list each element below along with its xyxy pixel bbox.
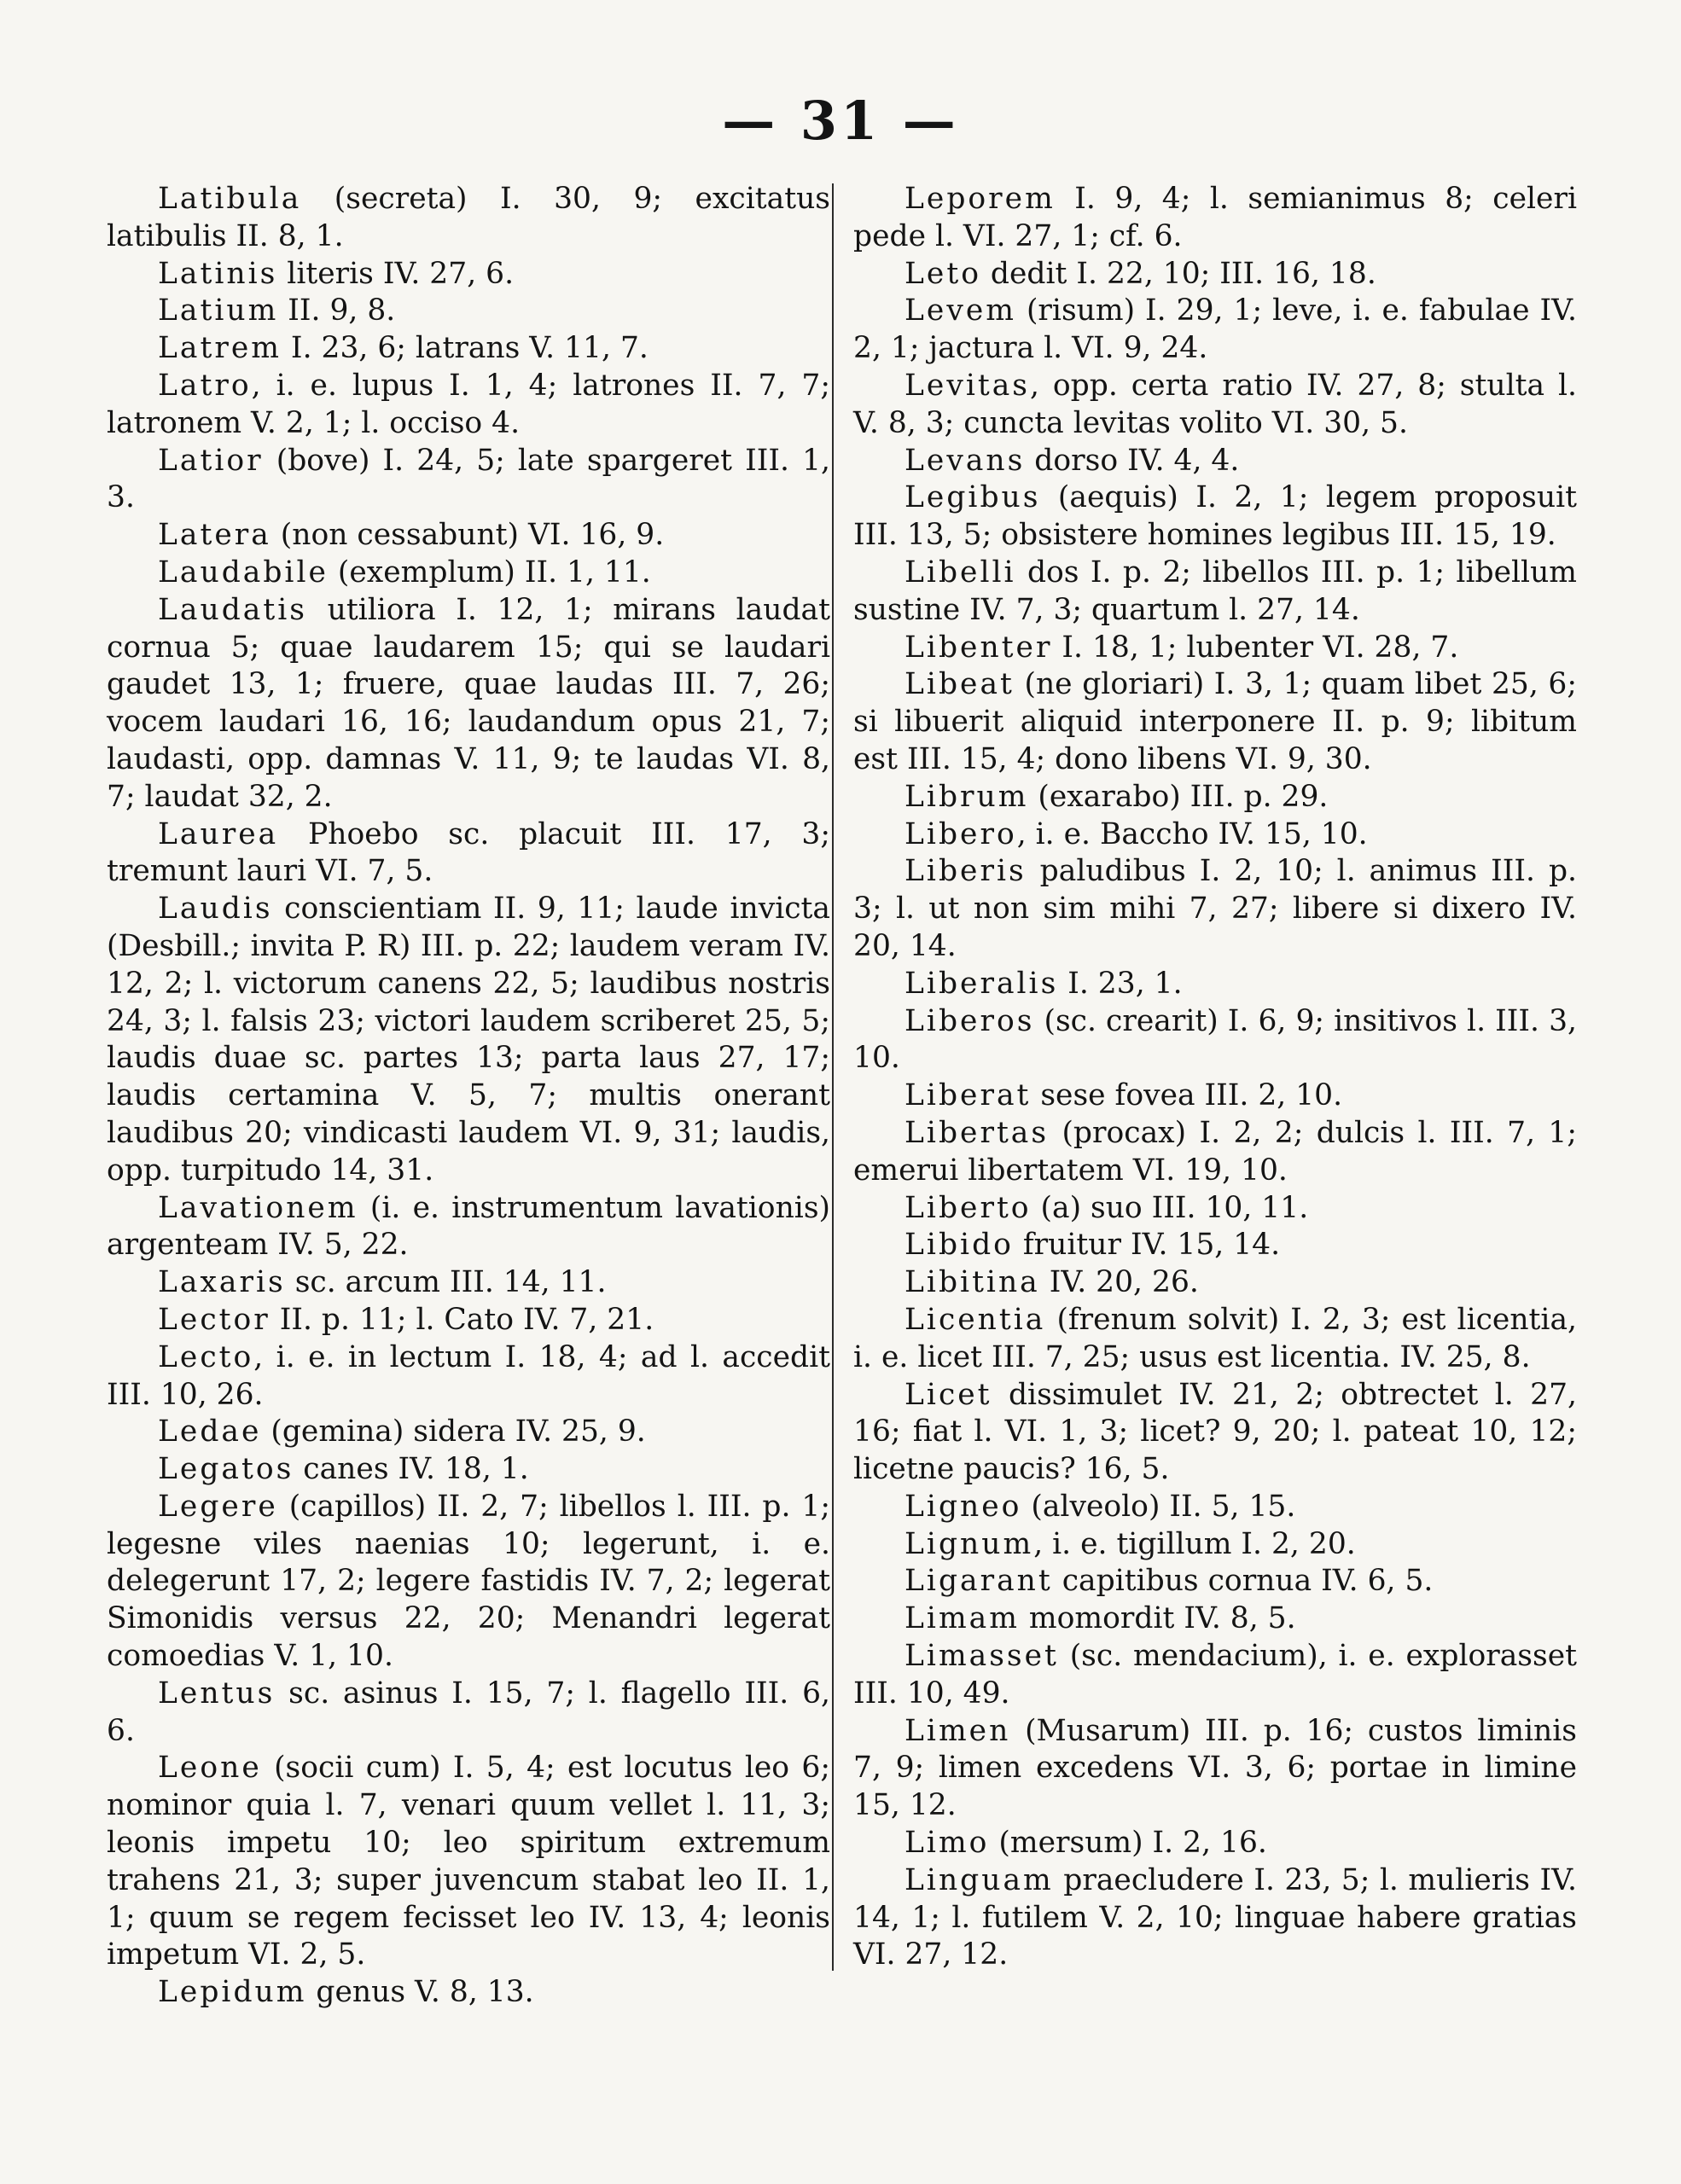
- entry-headword: Liberis: [904, 854, 1027, 889]
- entry-headword: Limo: [904, 1826, 990, 1861]
- entry-references: praecludere I. 23, 5; l. mulieris IV. 14, 1; l. futilem V. 2, 10; linguae habere gratias VI. 27, 12.: [853, 1862, 1577, 1972]
- entry-headword: Latibula: [158, 182, 302, 216]
- column-divider: [832, 183, 834, 1971]
- entry-references: Phoebo sc. placuit III. 17, 3; tremunt lauri VI. 7, 5.: [107, 816, 830, 889]
- entry-references: (secreta) I. 30, 9; excitatus latibulis II. 8, 1.: [107, 182, 830, 253]
- entry-references: literis IV. 27, 6.: [277, 256, 515, 291]
- entry-references: , opp. certa ratio IV. 27, 8; stulta l. V. 8, 3; cuncta levitas volito VI. 30, 5.: [853, 368, 1577, 440]
- entry-references: sese fovea III. 2, 10.: [1031, 1078, 1343, 1113]
- index-entry: [107, 555, 830, 592]
- entry-headword: Libero: [904, 816, 1017, 851]
- entry-references: (i. e. instrumentum lavationis) argenteam IV. 5, 22.: [107, 1190, 830, 1263]
- index-entry: [853, 368, 1577, 443]
- entry-references: (capillos) II. 2, 7; libellos l. III. p. 1; legesne viles naenias 10; legerunt, i. e. delegerunt 17, 2; legere fastidis IV. 7, 2; legerat Simonidis versus 22, 20; Menandri legerat comoedias V. 1, 10.: [107, 1489, 830, 1674]
- entry-references: (sc. crearit) I. 6, 9; insitivos l. III. 3, 10.: [853, 1003, 1577, 1076]
- entry-headword: Laudabile: [158, 555, 329, 590]
- entry-headword: Latior: [158, 443, 264, 478]
- index-entry: [107, 1414, 830, 1451]
- index-entry: [853, 1638, 1577, 1713]
- index-entry: [853, 256, 1577, 293]
- entry-headword: Latinis: [158, 256, 278, 291]
- entry-headword: Limam: [904, 1601, 1020, 1636]
- entry-headword: Latrem: [158, 331, 282, 366]
- index-entry: [853, 1077, 1577, 1115]
- index-entry: [107, 517, 830, 555]
- entry-headword: Licentia: [904, 1302, 1046, 1337]
- index-entry: [107, 1974, 830, 2012]
- entry-headword: Legere: [158, 1489, 278, 1524]
- index-entry: [107, 330, 830, 368]
- entry-headword: Lignum: [904, 1526, 1034, 1561]
- entry-headword: Leporem: [904, 182, 1056, 216]
- index-entry: [853, 1115, 1577, 1190]
- index-entry: [107, 256, 830, 293]
- index-entry: [853, 1302, 1577, 1377]
- entry-headword: Limasset: [904, 1639, 1059, 1674]
- entry-headword: Libeat: [904, 667, 1015, 702]
- entry-headword: Laurea: [158, 816, 279, 851]
- entry-headword: Lentus: [158, 1676, 276, 1711]
- entry-references: (mersum) I. 2, 16.: [989, 1826, 1267, 1861]
- entry-references: genus V. 8, 13.: [306, 1975, 534, 2010]
- entry-headword: Lavationem: [158, 1190, 358, 1225]
- entry-references: I. 9, 4; l. semianimus 8; celeri pede l. VI. 27, 1; cf. 6.: [853, 182, 1577, 253]
- entry-headword: Liberos: [904, 1003, 1035, 1038]
- entry-references: IV. 20, 26.: [1039, 1265, 1199, 1300]
- entry-references: (exarabo) III. p. 29.: [1028, 779, 1329, 814]
- index-entry: [853, 1003, 1577, 1078]
- entry-headword: Libertas: [904, 1115, 1050, 1150]
- entry-references: (procax) I. 2, 2; dulcis l. III. 7, 1; emerui libertatem VI. 19, 10.: [853, 1115, 1577, 1188]
- index-entry: [853, 666, 1577, 778]
- index-entry: [853, 966, 1577, 1003]
- entry-headword: Lector: [158, 1302, 270, 1337]
- index-entry: [107, 368, 830, 443]
- entry-references: dissimulet IV. 21, 2; obtrectet l. 27, 16; fiat l. VI. 1, 3; licet? 9, 20; l. pateat 10, 12; licetne paucis? 16, 5.: [853, 1377, 1577, 1487]
- entry-references: (gemina) sidera IV. 25, 9.: [261, 1414, 646, 1449]
- entry-headword: Levitas: [904, 368, 1030, 403]
- entry-references: (alveolo) II. 5, 15.: [1021, 1489, 1296, 1524]
- entry-references: (bove) I. 24, 5; late spargeret III. 1, 3.: [107, 443, 830, 515]
- index-entry: [853, 1190, 1577, 1228]
- entry-references: capitibus cornua IV. 6, 5.: [1052, 1564, 1434, 1599]
- entry-headword: Levans: [904, 443, 1026, 478]
- entry-references: (Musarum) III. p. 16; custos liminis 7, 9; limen excedens VI. 3, 6; portae in limine 15, 12.: [853, 1713, 1577, 1823]
- entry-references: (ne gloriari) I. 3, 1; quam libet 25, 6; si libuerit aliquid interponere II. p. 9; libitum est III. 15, 4; dono libens VI. 9, 30.: [853, 667, 1577, 776]
- entry-headword: Libelli: [904, 555, 1016, 590]
- index-entry: [107, 293, 830, 330]
- entry-references: conscientiam II. 9, 11; laude invicta (Desbill.; invita P. R) III. p. 22; laudem veram IV. 12, 2; l. victorum canens 22, 5; laudibus nostris 24, 3; l. falsis 23; victori laudem scriberet 25, 5; laudis duae sc. partes 13; parta laus 27, 17; laudis certamina V. 5, 7; multis onerant laudibus 20; vindicasti laudem VI. 9, 31; laudis, opp. turpitudo 14, 31.: [107, 892, 830, 1188]
- entry-references: dos I. p. 2; libellos III. p. 1; libellum sustine IV. 7, 3; quartum l. 27, 14.: [853, 555, 1577, 627]
- entry-references: paludibus I. 2, 10; l. animus III. p. 3; l. ut non sim mihi 7, 27; libere si dixero IV. 20, 14.: [853, 854, 1577, 963]
- entry-headword: Libido: [904, 1228, 1014, 1263]
- entry-headword: Liberto: [904, 1190, 1032, 1225]
- index-entry: [853, 1526, 1577, 1564]
- entry-references: fruitur IV. 15, 14.: [1013, 1228, 1281, 1263]
- index-entry: [107, 1676, 830, 1751]
- entry-headword: Linguam: [904, 1862, 1054, 1897]
- index-entry: [107, 443, 830, 518]
- entry-references: (exemplum) II. 1, 11.: [328, 555, 651, 590]
- index-entry: [853, 1377, 1577, 1489]
- index-entry: [107, 181, 830, 256]
- entry-headword: Ledae: [158, 1414, 262, 1449]
- entry-references: II. 9, 8.: [278, 293, 396, 328]
- entry-references: I. 23, 6; latrans V. 11, 7.: [281, 331, 649, 366]
- entry-references: sc. asinus I. 15, 7; l. flagello III. 6, 6.: [107, 1676, 830, 1748]
- entry-headword: Librum: [904, 779, 1029, 814]
- index-entry: [853, 1489, 1577, 1526]
- entry-headword: Limen: [904, 1713, 1011, 1748]
- entry-references: sc. arcum III. 14, 11.: [285, 1265, 607, 1300]
- index-entry: [853, 293, 1577, 368]
- index-entry: [853, 630, 1577, 667]
- index-entry: [853, 816, 1577, 854]
- entry-references: , i. e. in lectum I. 18, 4; ad l. accedit III. 10, 26.: [107, 1339, 830, 1412]
- right-column: [853, 181, 1577, 1974]
- entry-headword: Lecto: [158, 1339, 254, 1374]
- entry-headword: Latium: [158, 293, 279, 328]
- index-entry: [853, 1227, 1577, 1264]
- entry-headword: Libitina: [904, 1265, 1040, 1300]
- index-entry: [107, 592, 830, 816]
- entry-headword: Libenter: [904, 630, 1053, 665]
- entry-references: , i. e. tigillum I. 2, 20.: [1033, 1526, 1356, 1561]
- index-entry: [107, 1451, 830, 1489]
- index-entry: [853, 853, 1577, 965]
- entry-headword: Legibus: [904, 480, 1041, 515]
- entry-references: (sc. mendacium), i. e. explorasset III. 10, 49.: [853, 1639, 1577, 1711]
- index-entry: [853, 181, 1577, 256]
- entry-references: , i. e. Baccho IV. 15, 10.: [1016, 816, 1368, 851]
- entry-headword: Laxaris: [158, 1265, 286, 1300]
- entry-headword: Legatos: [158, 1452, 294, 1487]
- entry-references: I. 23, 1.: [1058, 966, 1183, 1001]
- entry-headword: Liberat: [904, 1078, 1032, 1113]
- entry-references: utiliora I. 12, 1; mirans laudat cornua 5; quae laudarem 15; qui se laudari gaudet 13, 1; fruere, quae laudas III. 7, 26; vocem laudari 16, 16; laudandum opus 21, 7; laudasti, opp. damnas V. 11, 9; te laudas VI. 8, 7; laudat 32, 2.: [107, 592, 830, 814]
- index-entry: [853, 1563, 1577, 1600]
- entry-headword: Laudis: [158, 892, 273, 926]
- entry-references: (socii cum) I. 5, 4; est locutus leo 6; nominor quia l. 7, venari quum vellet l. 11, 3; leonis impetu 10; leo spiritum extremum trahens 21, 3; super juvencum stabat leo II. 1, 1; quum se regem fecisset leo IV. 13, 4; leonis impetum VI. 2, 5.: [107, 1751, 830, 1972]
- index-entry: [853, 555, 1577, 630]
- page-number: — 31 —: [722, 90, 959, 152]
- entry-references: , i. e. lupus I. 1, 4; latrones II. 7, 7; latronem V. 2, 1; l. occiso 4.: [107, 368, 830, 440]
- entry-headword: Leto: [904, 256, 981, 291]
- index-entry: [853, 443, 1577, 480]
- entry-headword: Latera: [158, 518, 271, 553]
- entry-references: II. p. 11; l. Cato IV. 7, 21.: [270, 1302, 654, 1337]
- index-entry: [107, 1489, 830, 1676]
- entry-references: (aequis) I. 2, 1; legem proposuit III. 13, 5; obsistere homines legibus III. 15, 19.: [853, 480, 1577, 553]
- entry-references: (risum) I. 29, 1; leve, i. e. fabulae IV. 2, 1; jactura l. VI. 9, 24.: [853, 293, 1577, 366]
- index-entry: [853, 1600, 1577, 1638]
- entry-references: momordit IV. 8, 5.: [1019, 1601, 1296, 1636]
- entry-references: I. 18, 1; lubenter VI. 28, 7.: [1052, 630, 1459, 665]
- index-entry: [107, 1339, 830, 1414]
- index-entry: [107, 1264, 830, 1302]
- entry-headword: Latro: [158, 368, 252, 403]
- left-column: [107, 181, 830, 2012]
- index-entry: [107, 1190, 830, 1265]
- entry-references: (frenum solvit) I. 2, 3; est licentia, i. e. licet III. 7, 25; usus est licentia. IV. 25, 8.: [853, 1302, 1577, 1374]
- entry-headword: Levem: [904, 293, 1016, 328]
- entry-references: dorso IV. 4, 4.: [1025, 443, 1240, 478]
- entry-references: canes IV. 18, 1.: [294, 1452, 529, 1487]
- entry-references: dedit I. 22, 10; III. 16, 18.: [980, 256, 1376, 291]
- index-entry: [107, 1750, 830, 1974]
- index-entry: [853, 1713, 1577, 1825]
- index-entry: [853, 779, 1577, 816]
- entry-references: (a) suo III. 10, 11.: [1031, 1190, 1309, 1225]
- entry-headword: Leone: [158, 1751, 262, 1786]
- index-entry: [853, 1825, 1577, 1862]
- entry-headword: Liberalis: [904, 966, 1059, 1001]
- entry-headword: Ligneo: [904, 1489, 1022, 1524]
- index-entry: [853, 1264, 1577, 1302]
- entry-headword: Ligarant: [904, 1564, 1053, 1599]
- entry-headword: Licet: [904, 1377, 992, 1412]
- index-entry: [107, 816, 830, 892]
- index-entry: [107, 891, 830, 1189]
- entry-headword: Laudatis: [158, 592, 307, 627]
- entry-references: (non cessabunt) VI. 16, 9.: [270, 518, 665, 553]
- index-entry: [107, 1302, 830, 1339]
- index-entry: [853, 1862, 1577, 1974]
- index-entry: [853, 479, 1577, 555]
- entry-headword: Lepidum: [158, 1975, 307, 2010]
